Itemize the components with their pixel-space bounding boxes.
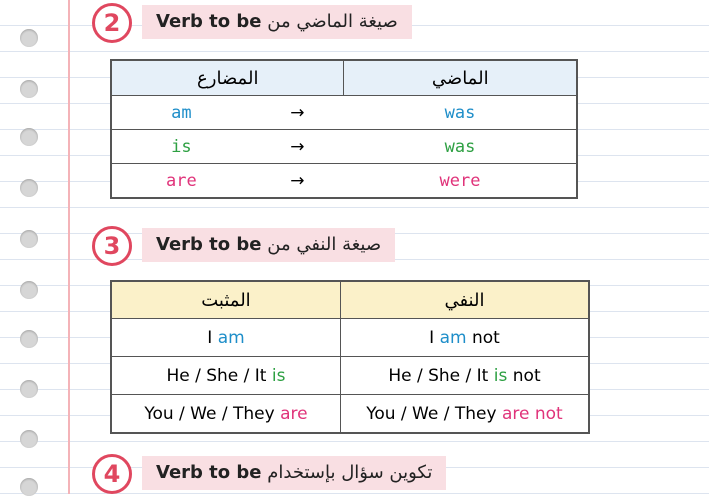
header-negative: النفي xyxy=(340,281,589,319)
affirmative-cell xyxy=(111,357,340,395)
section-3-title-en: Verb to be xyxy=(156,234,262,255)
section-4-title-ar: تكوين سؤال بإستخدام xyxy=(267,462,433,483)
section-2-title-en: Verb to be xyxy=(156,11,262,32)
section-3-title-ar: صيغة النفي من xyxy=(267,234,382,255)
binder-hole xyxy=(20,478,38,496)
header-present: المضارع xyxy=(111,60,344,96)
header-past: الماضي xyxy=(344,60,577,96)
pronoun: I xyxy=(207,327,213,348)
affirmative-cell xyxy=(111,319,340,357)
not-word: not xyxy=(471,327,500,348)
header-affirmative: المثبت xyxy=(111,281,340,319)
table-row xyxy=(111,164,577,199)
binder-hole xyxy=(20,281,38,299)
verb: are xyxy=(280,403,308,424)
pronoun: I xyxy=(429,327,435,348)
binder-hole xyxy=(20,430,38,448)
pronoun: You / We / They xyxy=(144,403,275,424)
pronoun: He / She / It xyxy=(388,365,489,386)
section-2-title xyxy=(142,5,412,39)
section-number-3: 3 xyxy=(92,226,132,266)
binder-hole xyxy=(20,179,38,197)
verb: am xyxy=(217,327,245,348)
pronoun: You / We / They xyxy=(366,403,497,424)
arrow-icon: → xyxy=(251,130,344,164)
verb: are not xyxy=(501,403,563,424)
verb: am xyxy=(439,327,467,348)
present-verb: are xyxy=(111,164,251,199)
arrow-icon: → xyxy=(251,164,344,199)
negative-cell xyxy=(340,395,589,434)
table-row xyxy=(111,319,589,357)
section-number-4: 4 xyxy=(92,454,132,494)
arrow-icon: → xyxy=(251,96,344,130)
table-row xyxy=(111,395,589,434)
table-row xyxy=(111,357,589,395)
present-verb: am xyxy=(111,96,251,130)
past-tense-table xyxy=(110,59,578,199)
binder-hole xyxy=(20,80,38,98)
section-number-2: 2 xyxy=(92,3,132,43)
negation-table xyxy=(110,280,590,434)
verb: is xyxy=(493,365,508,386)
affirmative-cell xyxy=(111,395,340,434)
past-verb: were xyxy=(344,164,577,199)
binder-hole xyxy=(20,230,38,248)
not-word: not xyxy=(512,365,541,386)
verb: is xyxy=(271,365,286,386)
section-3-title xyxy=(142,228,395,262)
table-row xyxy=(111,96,577,130)
section-4-title-en: Verb to be xyxy=(156,462,262,483)
binder-hole xyxy=(20,29,38,47)
past-verb: was xyxy=(344,96,577,130)
section-2-title-ar: صيغة الماضي من xyxy=(267,11,398,32)
negative-cell xyxy=(340,319,589,357)
present-verb: is xyxy=(111,130,251,164)
section-4-title xyxy=(142,456,446,490)
negative-cell xyxy=(340,357,589,395)
table-row xyxy=(111,130,577,164)
binder-hole xyxy=(20,128,38,146)
margin-line xyxy=(68,0,70,494)
binder-hole xyxy=(20,330,38,348)
pronoun: He / She / It xyxy=(166,365,267,386)
binder-hole xyxy=(20,380,38,398)
past-verb: was xyxy=(344,130,577,164)
